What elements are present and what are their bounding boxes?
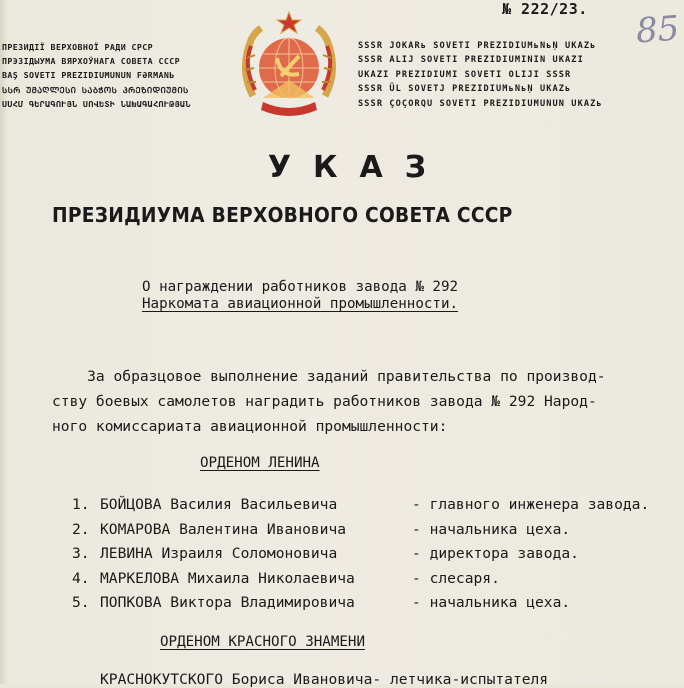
archive-page-number: 85 [634,8,681,52]
awardee-name: КОМАРОВА Валентина Ивановича [100,520,347,538]
awardee-name: ПОПКОВА Виктора Владимировича [100,594,355,611]
header-right-block [358,39,633,111]
header-right-line: SSSR ALIJ SOVETI PREZIDIUMININ UKAZI [358,55,584,66]
awardee-position: - начальника цеха. [412,520,571,538]
order-of-red-banner-heading: ОРДЕНОМ КРАСНОГО ЗНАМЕНИ [160,634,365,650]
awardee-number: 1. [72,496,90,513]
awardee-number: 4. [72,569,90,587]
header-left-line: ᲡᲡᲠ ᲣᲛᲐᲦᲚᲔᲡᲘ ᲡᲐᲑᲭᲝᲡ ᲞᲠᲔᲖᲘᲓᲘᲣᲛᲘᲡ [2,84,189,95]
header-right-line: SSSR JOKARь SOVETI PREZIDIUMьNьŅ UKAZь [358,41,597,51]
header-left-line: ПРЕЗИДІЇ ВЕРХОВНОЇ РАДИ СРСР [2,42,154,52]
decree-body [52,364,606,439]
ussr-emblem-icon [233,10,345,122]
awardee-position: - начальника цеха. [412,594,571,611]
awardee-name: ЛЕВИНА Израиля Соломоновича [100,545,338,562]
order-of-lenin-heading: ОРДЕНОМ ЛЕНИНА [200,455,320,471]
awardee-name: МАРКЕЛОВА Михаила Николаевича [100,569,355,587]
subject-line: Наркомата авиационной промышленности. [142,296,459,312]
document-number: № 222/23. [502,0,588,18]
document-title: УКАЗ [267,150,449,185]
awardee-position: - директора завода. [412,545,579,562]
awardee-position: - слесаря. [412,569,500,587]
header-right-line: SSSR ÜL SOVETJ PREZIDIUMьNьŅ UKAZь [358,84,572,95]
document-subtitle: ПРЕЗИДИУМА ВЕРХОВНОГО СОВЕТА СССР [52,203,513,227]
header-left-block [2,40,227,111]
header-left-line: ПРЭЗІДЫУМА ВЯРХОЎНАГА СОВЕТА СССР [2,56,181,67]
body-line: ству боевых самолетов наградить работников завода № 292 Народ- [52,393,597,410]
header-right-line: UKAZI PREZIDIUMI SOVETI OLIJI SSSR [358,69,572,80]
awardee-number: 5. [72,594,90,611]
header-left-line: ՍՍՀՄ ԳԵՐԱԳՈՒՅՆ ՍՈՎԵՏԻ ՆԱԽԱԳԱՀՈՒԹՅԱՆ [2,98,191,109]
subject-line: О награждении работников завода № 292 [142,279,459,295]
truncated-awardee-line: КРАСНОКУТСКОГО Бориса Ивановича- летчика-испытателя [100,671,549,688]
header-left-line: BAŞ SOVETI PREZIDIUMUNUN FƏRMANЬ [2,70,175,81]
body-line: ного комиссариата авиационной промышленности: [52,418,448,435]
decree-subject [142,279,458,313]
body-line: За образцовое выполнение заданий правительства по производ- [52,368,606,385]
awardee-position: - главного инженера завода. [412,496,650,513]
awardee-number: 2. [72,520,90,538]
awardee-name: БОЙЦОВА Василия Васильевича [100,496,338,513]
header-right-line: SSSR ÇOÇORQU SOVETI PREZIDIUMUNUN UKAZь [358,98,603,109]
awardee-number: 3. [72,545,90,562]
